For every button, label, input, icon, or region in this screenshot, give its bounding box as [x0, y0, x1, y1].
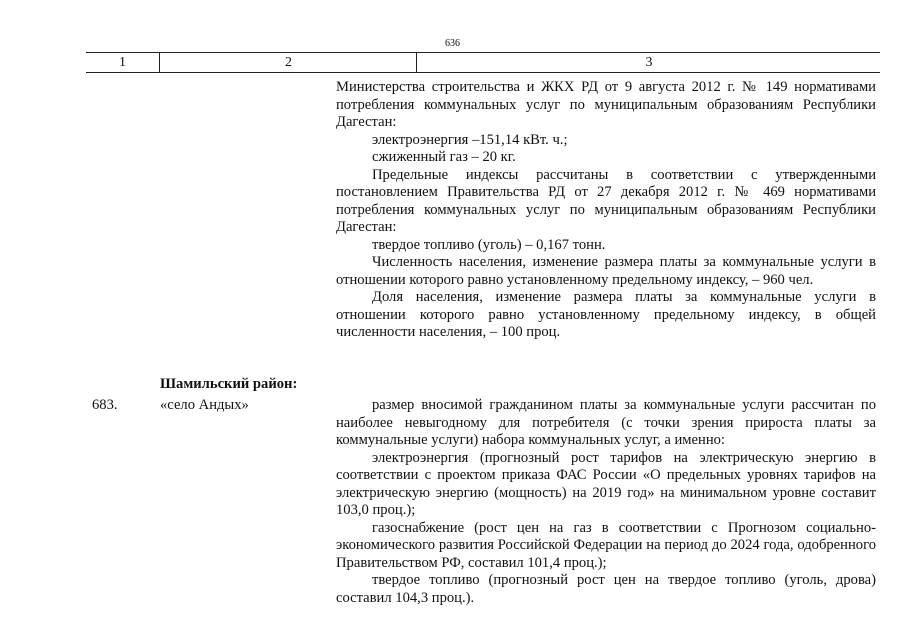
previous-entry-text — [336, 79, 876, 342]
table-header-col-1: 1 — [119, 55, 126, 70]
paragraph: электроэнергия –151,14 кВт. ч.; — [372, 131, 568, 148]
paragraph: Доля населения, изменение размера платы за коммунальные услуги в отношении которого равно установленному предельному индексу, в общей численности населения, – 100 проц. — [336, 289, 876, 340]
entry-name: «село Андых» — [160, 397, 249, 413]
paragraph: электроэнергия (прогнозный рост тарифов на электрическую энергию в соответствии с проектом приказа ФАС России «О предельных уровнях тарифов на электрическую энергию (мощность) на 2019 год» на минимальном уровне составит 103,0 проц.); — [336, 449, 876, 518]
paragraph: размер вносимой гражданином платы за коммунальные услуги рассчитан по наиболее невыгодному для потребителя (с точки зрения прироста платы за коммунальные услуги) набора коммунальных услуг, а именно: — [336, 397, 876, 448]
table-header-col-2: 2 — [159, 53, 417, 72]
paragraph: Предельные индексы рассчитаны в соответствии с утвержденными постановлением Правительства РД от 27 декабря 2012 г. № 469 нормативами потребления коммунальных услуг по муниципальным образованиям Республики Дагестан: — [336, 166, 876, 235]
paragraph: сжиженный газ – 20 кг. — [372, 149, 516, 165]
table-header-col-3: 3 — [416, 53, 881, 72]
paragraph: твердое топливо (уголь) – 0,167 тонн. — [372, 236, 606, 253]
table-header-row — [86, 52, 880, 73]
paragraph: газоснабжение (рост цен на газ в соответствии с Прогнозом социально-экономического развития Российской Федерации на период до 2024 года, одобренного Правительством РФ, составил 101,4 проц.); — [336, 519, 876, 571]
paragraph: Численность населения, изменение размера платы за коммунальные услуги в отношении которого равно установленному предельному индексу, – 960 чел. — [336, 254, 876, 288]
district-heading: Шамильский район: — [160, 376, 298, 392]
paragraph: твердое топливо (прогнозный рост цен на твердое топливо (уголь, дрова) составил 104,3 проц.). — [336, 572, 876, 606]
page-number: 636 — [445, 38, 460, 49]
entry-text — [336, 397, 876, 607]
paragraph: Министерства строительства и ЖКХ РД от 9 августа 2012 г. № 149 нормативами потребления коммунальных услуг по муниципальным образованиям Республики Дагестан: — [336, 79, 876, 130]
entry-number: 683. — [92, 397, 118, 413]
